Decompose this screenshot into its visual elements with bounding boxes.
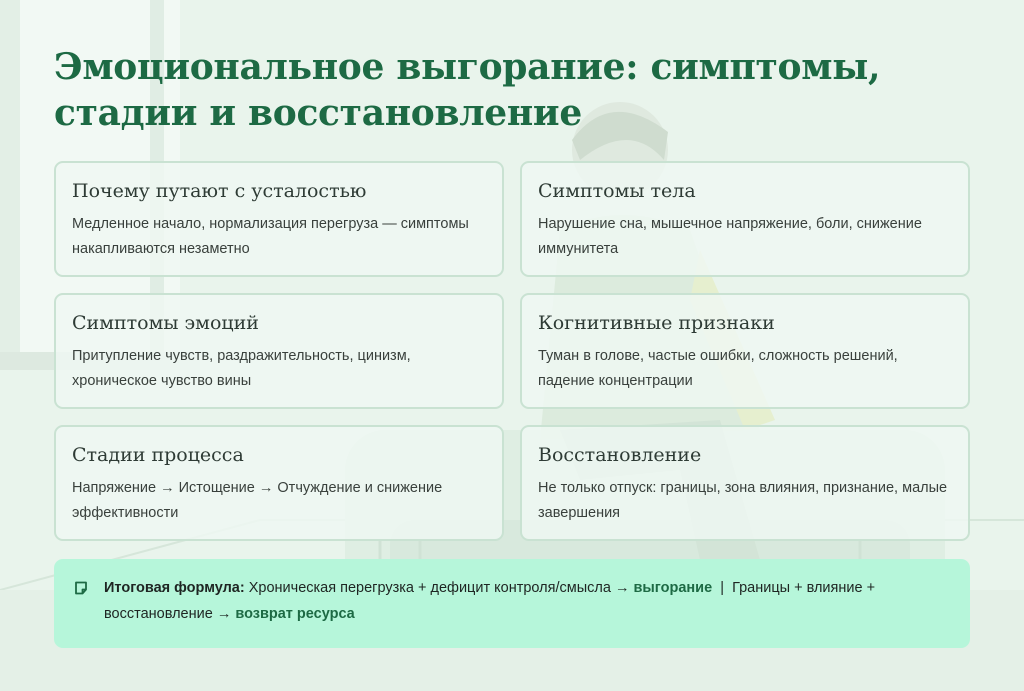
page-title: Эмоциональное выгорание: симптомы, стадии и восстановление — [54, 46, 881, 134]
summary-result2: возврат ресурса — [235, 606, 355, 622]
card-text: Медленное начало, нормализация перегруза — симптомы накапливаются незаметно — [72, 216, 469, 257]
note-icon — [74, 581, 88, 595]
card-why-confused — [54, 161, 504, 277]
card-title: Симптомы эмоций — [72, 312, 259, 334]
summary-text — [104, 575, 950, 627]
card-body-symptoms — [520, 161, 970, 277]
summary-label: Итоговая формула: — [104, 580, 245, 596]
card-text: Нарушение сна, мышечное напряжение, боли, снижение иммунитета — [538, 216, 922, 257]
card-process-stages — [54, 425, 504, 541]
summary-part1: Хроническая перегрузка + дефицит контроля/смысла → — [248, 580, 630, 596]
card-title: Стадии процесса — [72, 444, 244, 466]
card-text: Притупление чувств, раздражительность, цинизм, хроническое чувство вины — [72, 348, 411, 389]
card-recovery — [520, 425, 970, 541]
card-text: Напряжение → Истощение → Отчуждение и снижение эффективности — [72, 480, 443, 521]
summary-part2: Границы + влияние + восстановление → — [104, 580, 876, 622]
summary-separator: | — [720, 580, 724, 596]
card-emotional-symptoms — [54, 293, 504, 409]
card-title: Почему путают с усталостью — [72, 180, 367, 202]
card-text: Не только отпуск: границы, зона влияния, признание, малые завершения — [538, 480, 948, 521]
card-title: Когнитивные признаки — [538, 312, 775, 334]
summary-result1: выгорание — [633, 580, 713, 596]
card-title: Симптомы тела — [538, 180, 696, 202]
card-title: Восстановление — [538, 444, 702, 466]
summary-formula-box — [54, 559, 970, 648]
card-text: Туман в голове, частые ошибки, сложность решений, падение концентрации — [538, 348, 898, 389]
card-cognitive-signs — [520, 293, 970, 409]
